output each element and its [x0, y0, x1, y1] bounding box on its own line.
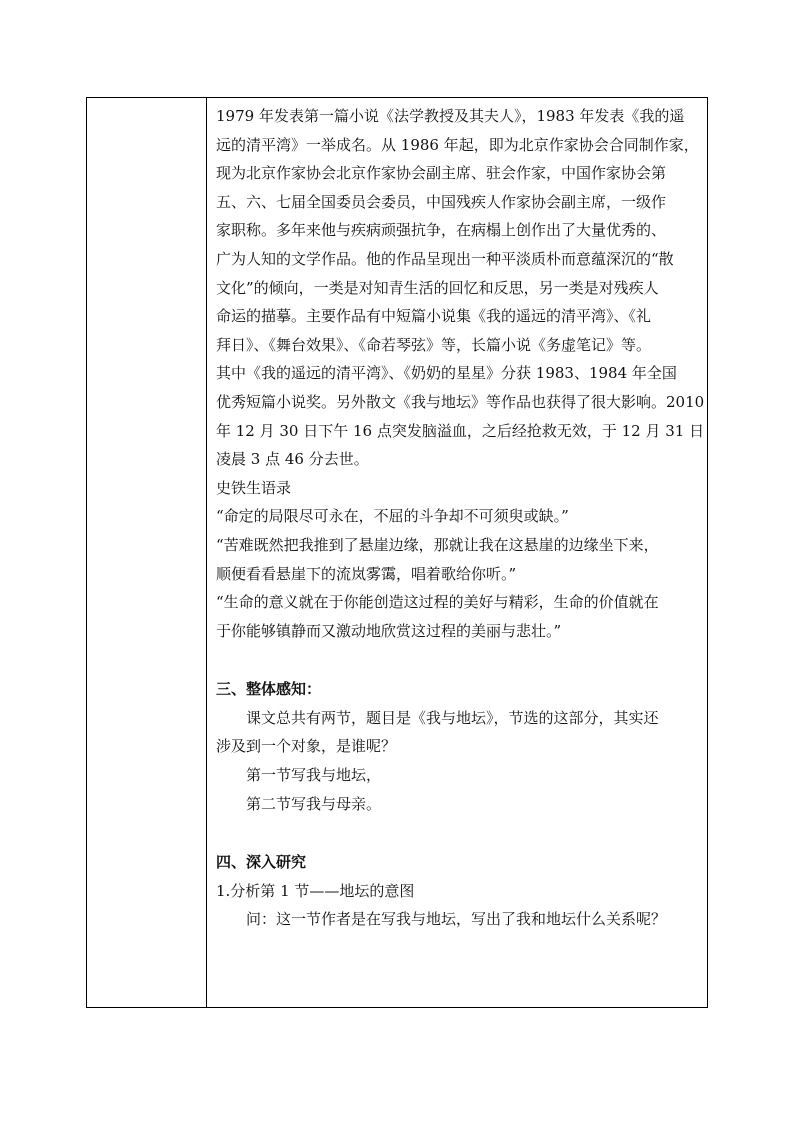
quote-line: “生命的意义就在于你能创造这过程的美好与精彩，生命的价值就在 — [216, 593, 659, 612]
quote-1 — [216, 502, 703, 531]
quote-2 — [216, 531, 703, 588]
table-content-cell — [207, 98, 709, 1007]
section-3-item-2: 第二节写我与母亲。 — [246, 794, 382, 813]
bio-line: 五、六、七届全国委员会委员，中国残疾人作家协会副主席，一级作 — [216, 192, 667, 211]
quote-line: “命定的局限尽可永在，不屈的斗争却不可须臾或缺。” — [216, 507, 569, 526]
bio-line: 优秀短篇小说奖。另外散文《我与地坛》等作品也获得了很大影响。2010 — [216, 392, 705, 411]
bio-line: 远的清平湾》一举成名。从 1986 年起，即为北京作家协会合同制作家， — [216, 135, 699, 154]
quote-line: “苦难既然把我推到了悬崖边缘，那就让我在这悬崖的边缘坐下来， — [216, 535, 659, 554]
bio-line: 命运的描摹。主要作品有中短篇小说集《我的遥远的清平湾》、《礼 — [216, 307, 652, 326]
bio-line: 拜日》、《舞台效果》、《命若琴弦》等，长篇小说《务虚笔记》等。 — [216, 335, 652, 354]
section-3-item-1: 第一节写我与地坛， — [246, 766, 382, 785]
quote-line: 顺便看看悬崖下的流岚雾霭，唱着歌给你听。” — [216, 564, 517, 583]
spacer — [216, 645, 703, 675]
bio-line: 广为人知的文学作品。他的作品呈现出一种平淡质朴而意蕴深沉的“散 — [216, 249, 674, 268]
bio-line: 1979 年发表第一篇小说《法学教授及其夫人》，1983 年发表《我的遥 — [216, 107, 685, 125]
bio-line: 现为北京作家协会北京作家协会副主席、驻会作家，中国作家协会第 — [216, 164, 667, 183]
bio-line: 其中《我的遥远的清平湾》、《奶奶的星星》分获 1983、1984 年全国 — [216, 364, 677, 383]
spacer — [216, 818, 703, 848]
quotes-heading: 史铁生语录 — [216, 478, 292, 497]
section-deep-research — [216, 848, 703, 934]
author-biography — [216, 102, 703, 474]
quote-line: 于你能够镇静而又激动地欣赏这过程的美丽与悲壮。” — [216, 621, 562, 640]
section-3-body-line: 涉及到一个对象，是谁呢？ — [216, 737, 397, 756]
section-4-subheading: 1.分析第 1 节——地坛的意图 — [216, 881, 415, 900]
lesson-table — [86, 97, 708, 1008]
section-4-question: 问：这一节作者是在写我与地坛，写出了我和地坛什么关系呢？ — [246, 910, 667, 929]
section-3-title: 三、整体感知： — [216, 680, 322, 699]
quote-3 — [216, 588, 703, 645]
quotes-section — [216, 474, 703, 646]
bio-line: 家职称。多年来他与疾病顽强抗争，在病榻上创作出了大量优秀的、 — [216, 221, 667, 240]
section-overall-perception — [216, 675, 703, 818]
section-4-title: 四、深入研究 — [216, 853, 307, 872]
bio-line: 年 12 月 30 日下午 16 点突发脑溢血，之后经抢救无效，于 12 月 31 日 — [216, 421, 705, 440]
bio-line: 凌晨 3 点 46 分去世。 — [216, 450, 369, 469]
bio-line: 文化”的倾向，一类是对知青生活的回忆和反思，另一类是对残疾人 — [216, 278, 659, 297]
table-left-column — [87, 98, 207, 1007]
section-3-body-line: 课文总共有两节，题目是《我与地坛》，节选的这部分，其实还 — [246, 708, 659, 727]
